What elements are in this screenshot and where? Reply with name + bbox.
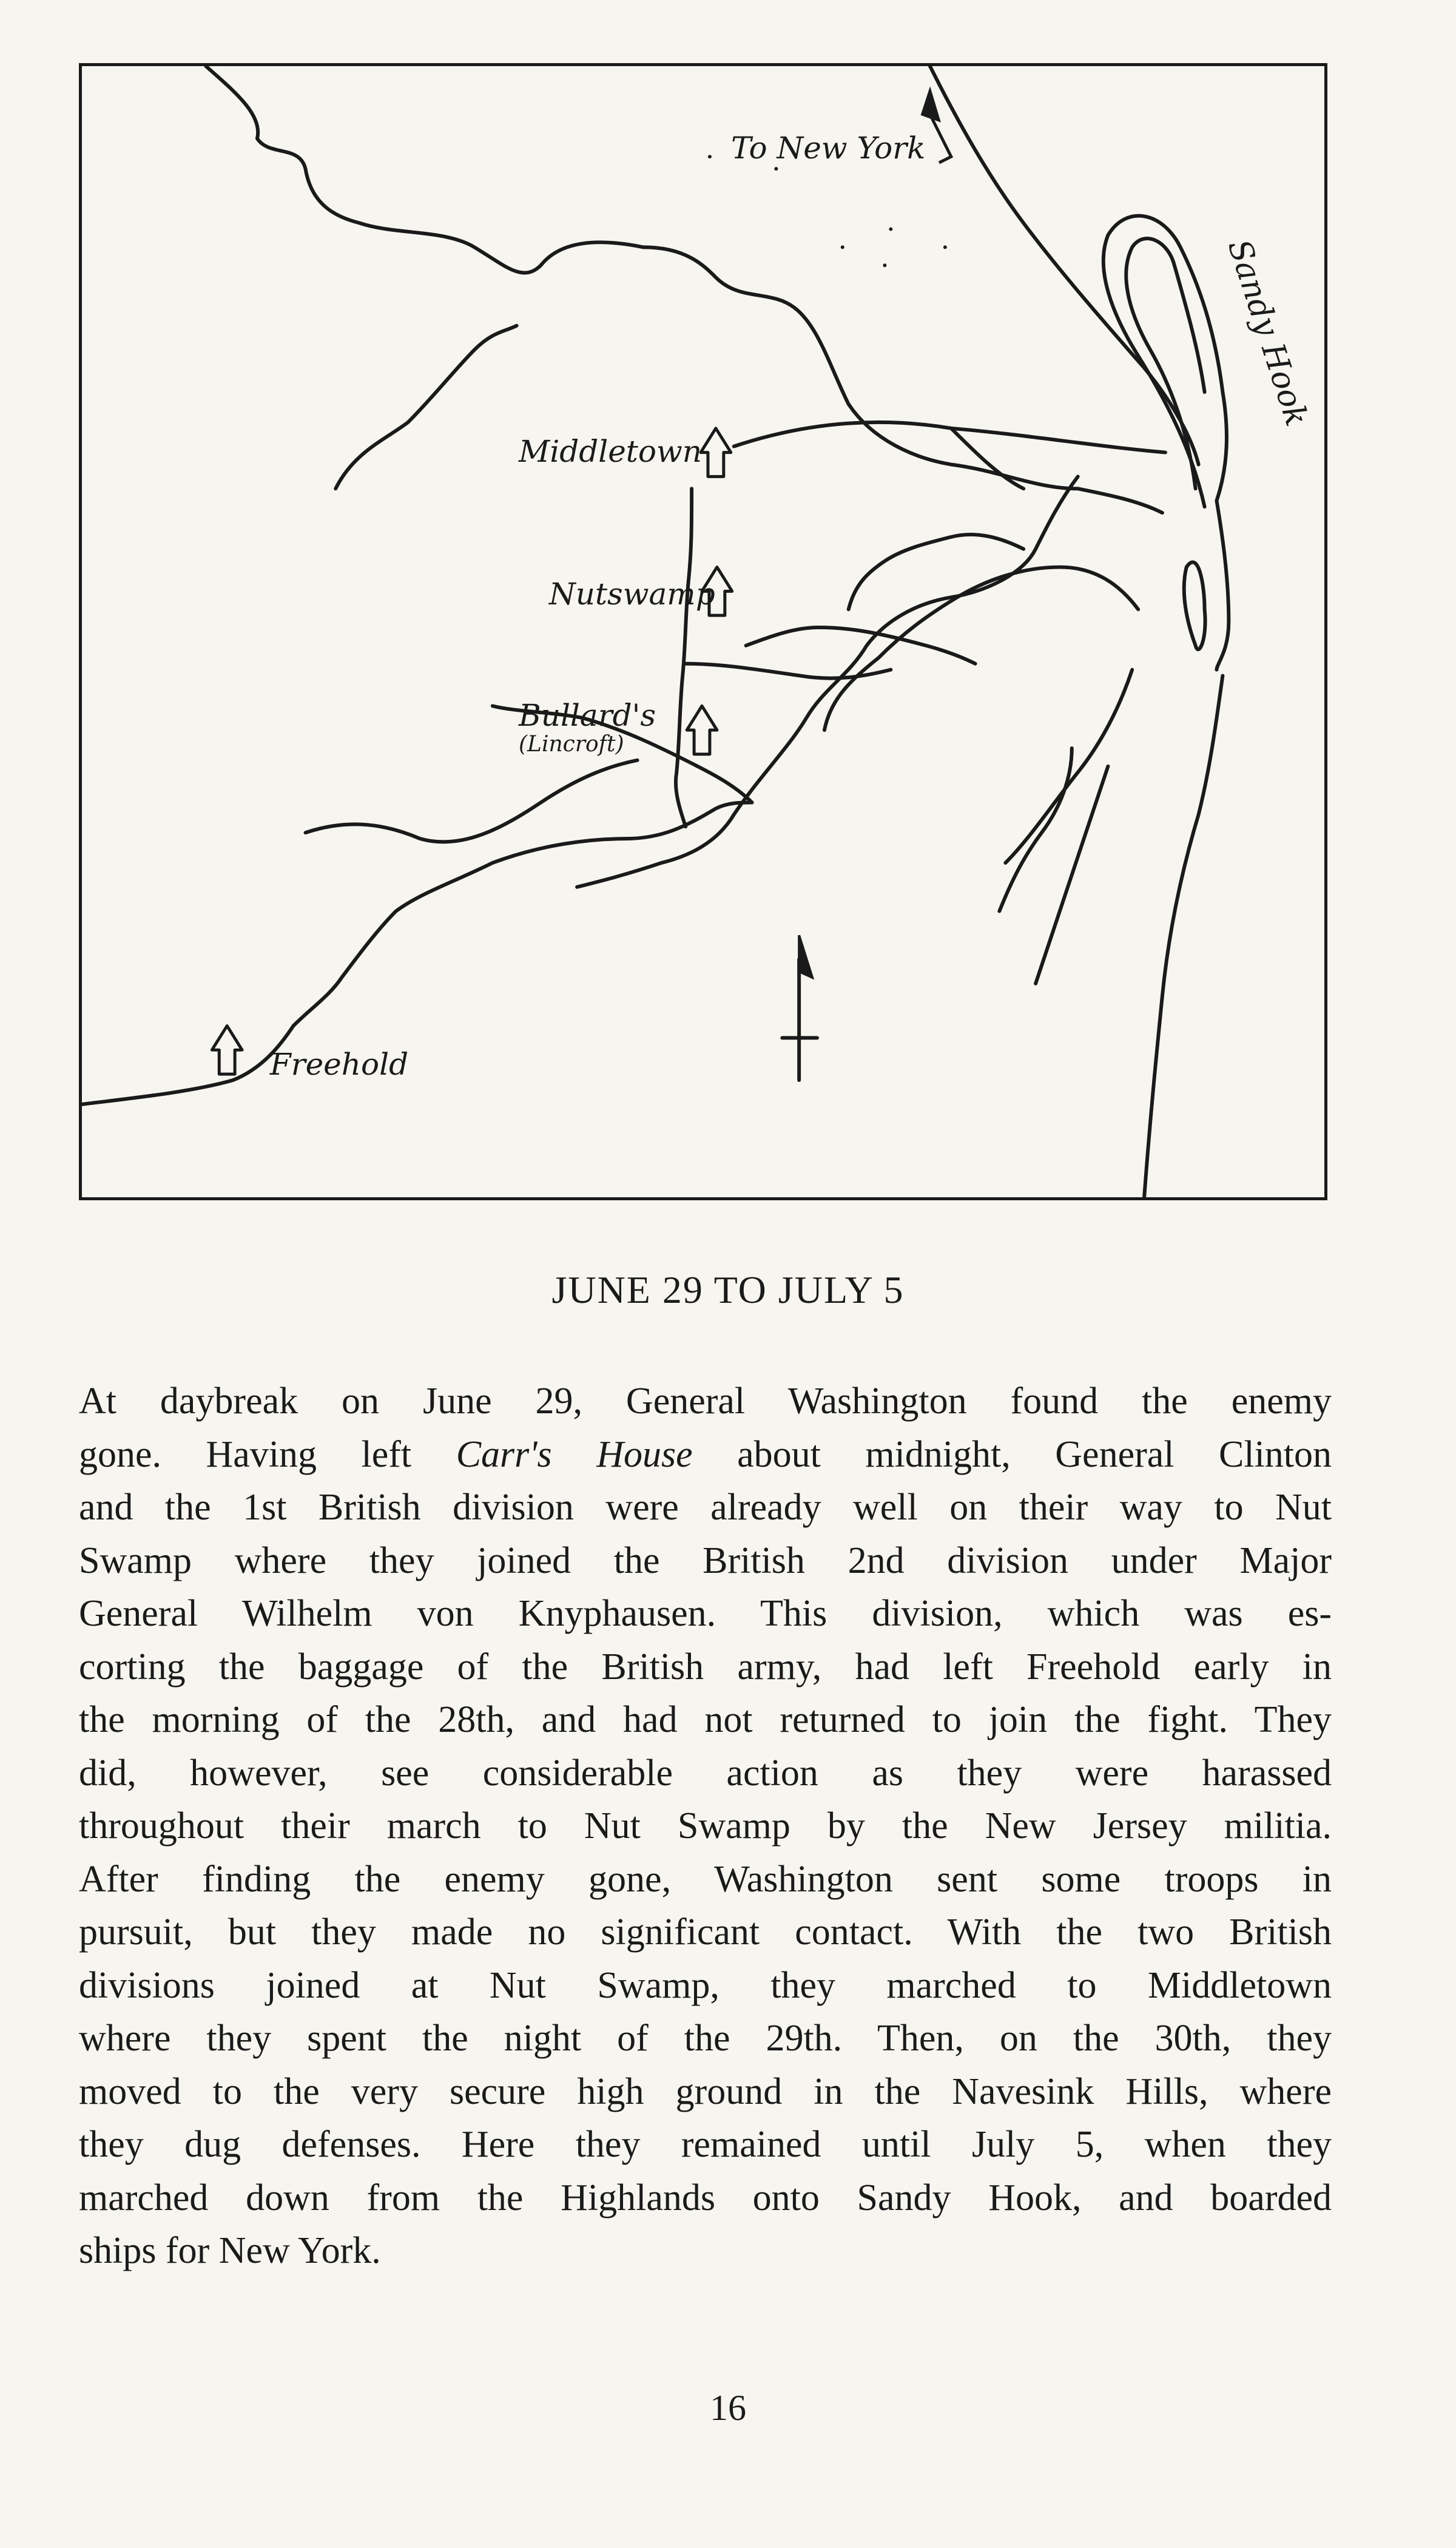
road-freehold bbox=[82, 802, 752, 1104]
label-middletown: Middletown bbox=[519, 434, 702, 469]
river-navesink bbox=[824, 567, 1138, 731]
road-nutswamp-east bbox=[686, 664, 891, 678]
north-arrow-icon bbox=[799, 935, 812, 978]
road-north-south bbox=[676, 488, 692, 826]
house-marker-icon bbox=[212, 1026, 242, 1075]
paragraph-line: they dug defenses. Here they remained until July 5, when they bbox=[79, 2124, 1332, 2165]
paragraph-line: After finding the enemy gone, Washington sent some troops in bbox=[79, 1858, 1332, 1900]
paragraph-line: pursuit, but they made no significant contact. With the two British bbox=[79, 1911, 1332, 1953]
river-shrewsbury bbox=[577, 476, 1078, 887]
island bbox=[1184, 563, 1205, 650]
sandy-hook-outline bbox=[1104, 216, 1227, 507]
paragraph-line: marched down from the Highlands onto Sandy Hook, and boarded bbox=[79, 2177, 1332, 2219]
creek-west bbox=[335, 326, 516, 489]
label-freehold: Freehold bbox=[270, 1047, 409, 1082]
paragraph-line: Swamp where they joined the British 2nd division under Major bbox=[79, 1539, 1332, 1581]
house-marker-icon bbox=[687, 706, 717, 754]
paragraph-line: At daybreak on June 29, General Washington found the enemy bbox=[79, 1380, 1332, 1422]
label-nutswamp: Nutswamp bbox=[549, 576, 715, 612]
river-branch-1 bbox=[849, 535, 1023, 609]
road-west bbox=[306, 760, 638, 842]
text-run: about midnight, General Clinton bbox=[737, 1433, 1332, 1475]
page-number: 16 bbox=[710, 2388, 746, 2428]
road-to-new-york bbox=[930, 66, 1199, 464]
ocean-coast bbox=[1144, 676, 1222, 1197]
river-south-3 bbox=[1036, 766, 1108, 984]
river-branch-2 bbox=[746, 627, 976, 664]
label-to-new-york: To New York bbox=[731, 130, 926, 166]
paragraph-line: throughout their march to Nut Swamp by the New Jersey militia. bbox=[79, 1805, 1332, 1847]
peninsula bbox=[1216, 501, 1228, 670]
italic-place-name: Carr's House bbox=[456, 1433, 693, 1475]
paragraph-line bbox=[79, 1428, 1332, 1482]
section-heading: JUNE 29 TO JULY 5 bbox=[551, 1268, 905, 1311]
body-paragraph bbox=[79, 1375, 1332, 2278]
map-figure bbox=[79, 63, 1327, 1200]
paragraph-line: ships for New York. bbox=[79, 2230, 381, 2271]
paragraph-line: the morning of the 28th, and had not returned to join the fight. They bbox=[79, 1699, 1332, 1740]
map-drawing bbox=[82, 66, 1324, 1197]
paragraph-line: and the 1st British division were already well on their way to Nut bbox=[79, 1487, 1332, 1528]
house-marker-icon bbox=[701, 428, 731, 477]
label-sandy-hook: Sandy Hook bbox=[1220, 235, 1315, 431]
paragraph-line: moved to the very secure high ground in the Navesink Hills, where bbox=[79, 2070, 1332, 2112]
paragraph-line: did, however, see considerable action as they were harassed bbox=[79, 1752, 1332, 1794]
label-lincroft: (Lincroft) bbox=[519, 732, 624, 757]
text-run: gone. Having left bbox=[79, 1433, 412, 1475]
paragraph-line: where they spent the night of the 29th. Then, on the 30th, they bbox=[79, 2018, 1332, 2059]
road-middletown-east bbox=[734, 422, 1165, 453]
paragraph-line: divisions joined at Nut Swamp, they marched to Middletown bbox=[79, 1964, 1332, 2006]
label-bullards: Bullard's bbox=[519, 698, 656, 733]
paragraph-line: corting the baggage of the British army, had left Freehold early in bbox=[79, 1646, 1332, 1688]
paragraph-line: General Wilhelm von Knyphausen. This division, which was es- bbox=[79, 1593, 1332, 1634]
